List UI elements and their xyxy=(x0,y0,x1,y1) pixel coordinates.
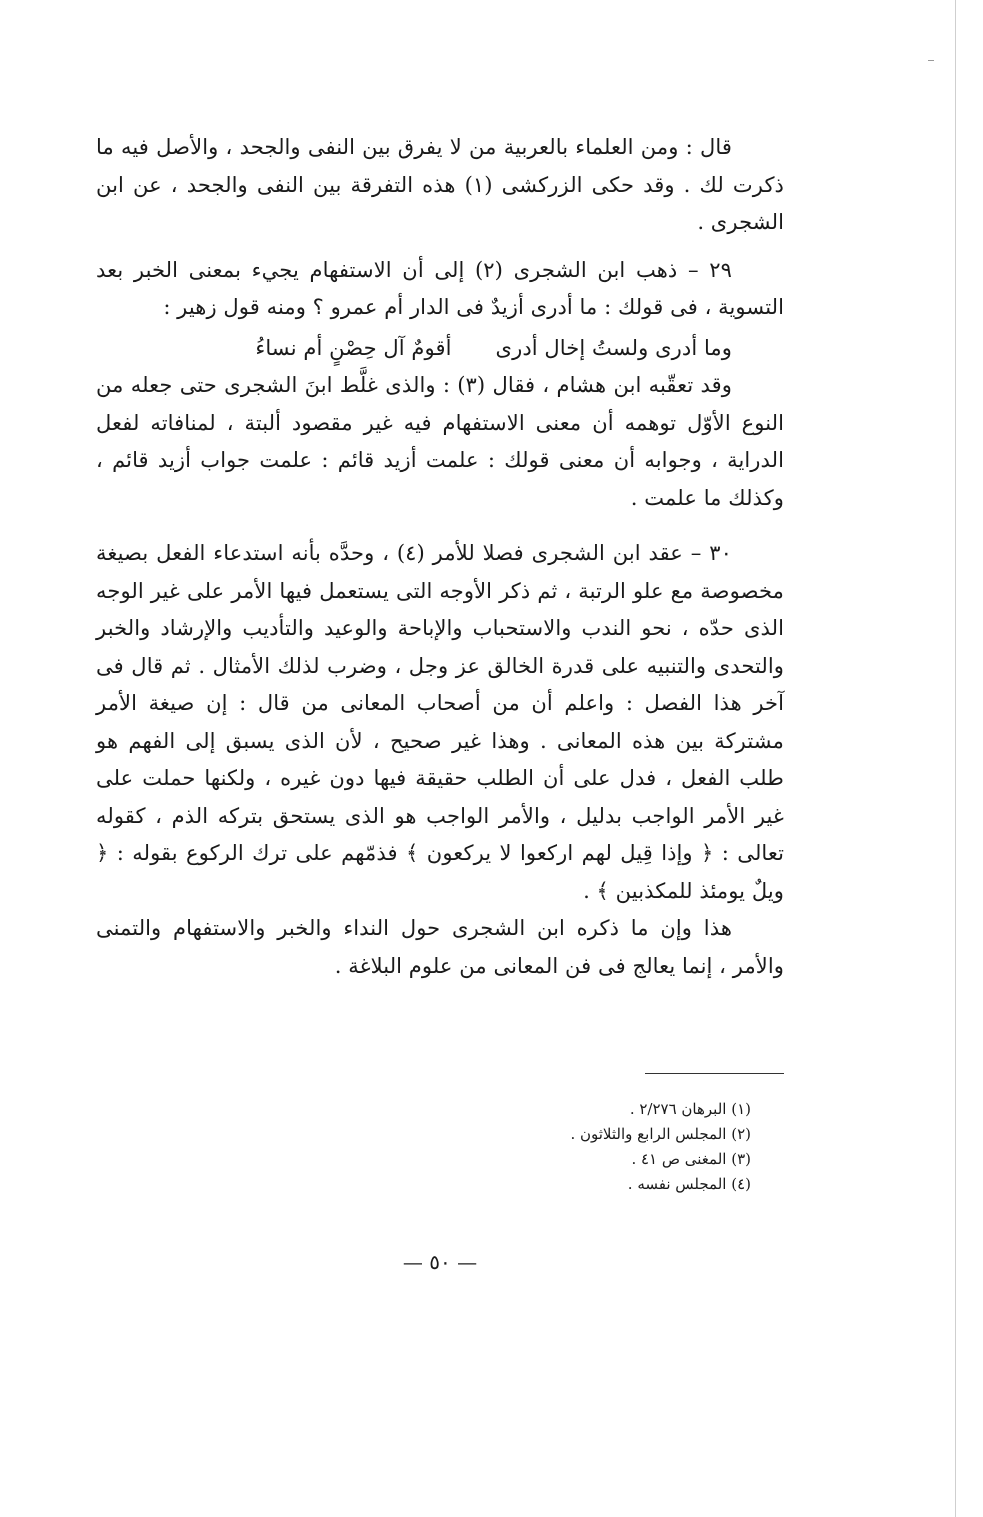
footnote-1: (١) البرهان ٢/٢٧٦ . xyxy=(629,1100,751,1118)
paragraph-4: ٣٠ – عقد ابن الشجرى فصلا للأمر (٤) ، وحدَّه بأنه استدعاء الفعل بصيغة مخصوصة مع علو الرتبة ، ثم ذكر الأوجه التى يستعمل فيها الأمر على غير الوجه الذى حدّه ، نحو الندب والاستحباب والإباحة والوعيد والتأديب والإرشاد والخبر والتحدى والتنبيه على قدرة الخالق عز وجل ، وضرب لذلك الأمثال . ثم قال فى آخر هذا الفصل : واعلم أن من أصحاب المعانى من قال : إن صيغة الأمر مشتركة بين هذه المعانى . وهذا غير صحيح ، لأن الذى يسبق إلى الفهم هو طلب الفعل ، فدل على أن الطلب حقيقة فيها دون غيره ، ولكنها حملت على غير الأمر الواجب بدليل ، والأمر الواجب هو الذى يستحق بتركه الذم ، كقوله تعالى : ﴿ وإذا قِيل لهم اركعوا لا يركعون ﴾ فذمّهم على ترك الركوع بقوله : ﴿ ويلٌ يومئذ للمكذبين ﴾ . xyxy=(96,540,784,903)
paragraph-2: ٢٩ – ذهب ابن الشجرى (٢) إلى أن الاستفهام يجيء بمعنى الخبر بعد التسوية ، فى قولك : ما أدرى أزيدٌ فى الدار أم عمرو ؟ ومنه قول زهير : xyxy=(96,256,784,319)
footnote-2: (٢) المجلس الرابع والثلاثون . xyxy=(570,1125,751,1143)
paragraph-1: قال : ومن العلماء بالعربية من لا يفرق بين النفى والجحد ، والأصل فيه ما ذكرت لك . وقد حكى الزركشى (١) هذه التفرقة بين النفى والجحد ، عن ابن الشجرى . xyxy=(96,134,784,234)
footnote-4: (٤) المجلس نفسه . xyxy=(627,1175,751,1193)
verse-second-hemistich: أقومٌ آل حِصْنٍ أم نساءُ xyxy=(255,334,452,360)
scan-mark xyxy=(928,60,934,61)
page-number: — ٥٠ — xyxy=(402,1250,478,1274)
footnotes xyxy=(96,1097,751,1197)
verse-first-hemistich: وما أدرى ولستُ إخال أدرى xyxy=(495,334,732,360)
body-text xyxy=(96,128,784,984)
paragraph-3: وقد تعقّبه ابن هشام ، فقال (٣) : والذى غلَّط ابنَ الشجرى حتى جعله من النوع الأوّل توهمه أن معنى الاستفهام فيه غير مقصود ألبتة ، لمنافاته لفعل الدراية ، وجوابه أن معنى قولك : علمت أزيد قائم : علمت جواب أزيد قائم ، وكذلك ما علمت . xyxy=(96,372,784,510)
paragraph-5: هذا وإن ما ذكره ابن الشجرى حول النداء والخبر والاستفهام والتمنى والأمر ، إنما يعالج فى فن المعانى من علوم البلاغة . xyxy=(96,915,784,978)
scan-border-line xyxy=(955,0,956,1517)
poetry-verse xyxy=(96,329,784,367)
footnote-3: (٣) المغنى ص ٤١ . xyxy=(631,1150,751,1168)
footnote-separator xyxy=(645,1073,784,1074)
